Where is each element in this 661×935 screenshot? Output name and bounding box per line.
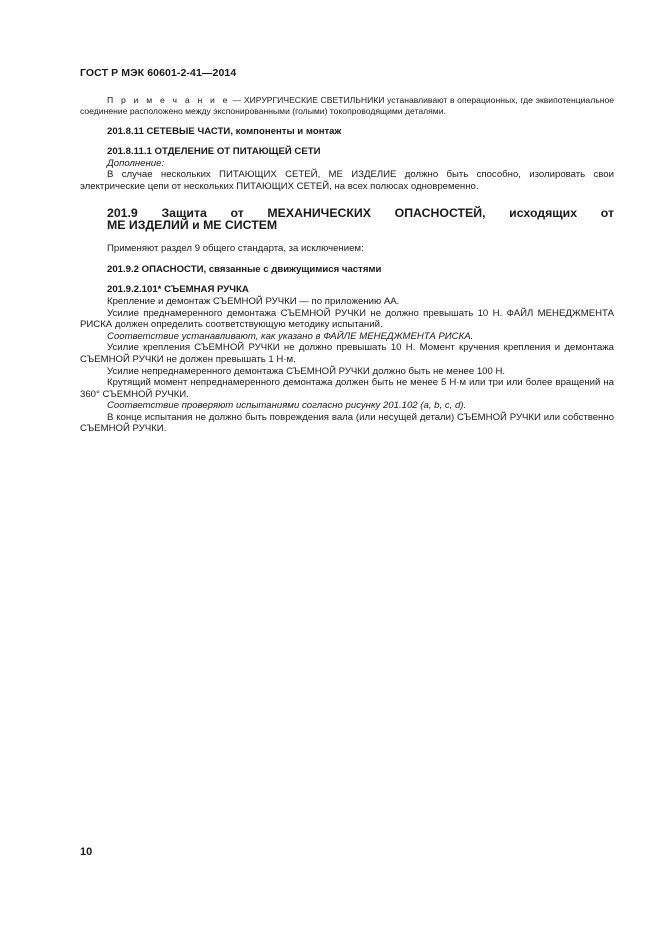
note-paragraph [80,95,614,117]
heading-201-9-2: 201.9.2 ОПАСНОСТИ, связанные с движущимися частями [107,263,382,275]
heading-201-8-11: 201.8.11 СЕТЕВЫЕ ЧАСТИ, компоненты и монтаж [107,125,342,137]
document-header: ГОСТ Р МЭК 60601-2-41—2014 [80,67,237,79]
note-text: — ХИРУРГИЧЕСКИЕ СВЕТИЛЬНИКИ устанавливают в операционных, где эквипотенциальное соединение расположено между экспонированными (голыми) токопроводящими деталями. [80,95,615,116]
paragraph-3-compliance: Соответствие устанавливают, как указано в ФАЙЛЕ МЕНЕДЖМЕНТА РИСКА. [107,330,474,342]
heading-201-8-11-1: 201.8.11.1 ОТДЕЛЕНИЕ ОТ ПИТАЮЩЕЙ СЕТИ [107,146,321,158]
paragraph-2: Усилие преднамеренного демонтажа СЪЕМНОЙ РУЧКИ не должно превышать 10 Н. ФАЙЛ МЕНЕДЖМЕНТА РИСКА должен определить соответствующую методику испытаний. [80,307,614,331]
heading-201-9-line1: 201.9 Защита от МЕХАНИЧЕСКИХ ОПАСНОСТЕЙ, исходящих от [107,205,614,220]
paragraph-201-9-intro: Применяют раздел 9 общего стандарта, за исключением: [107,243,364,255]
paragraph-6: Крутящий момент непреднамеренного демонтажа должен быть не менее 5 Н·м или три или более вращений на 360° СЪЕМНОЙ РУЧКИ. [80,377,614,400]
paragraph-5: Усилие непреднамеренного демонтажа СЪЕМНОЙ РУЧКИ должно быть не менее 100 Н. [107,365,506,377]
paragraph-201-8-11-1: В случае нескольких ПИТАЮЩИХ СЕТЕЙ, МЕ ИЗДЕЛИЕ должно быть способно, изолировать свои электрические цепи от нескольких ПИТАЮЩИХ СЕТЕЙ, на всех полюсах одновременно. [80,169,614,192]
paragraph-7-compliance: Соответствие проверяют испытаниями согласно рисунку 201.102 (a, b, c, d). [107,400,467,412]
addition-label: Дополнение: [107,157,165,169]
document-body [80,95,614,435]
heading-201-9-line2: МЕ ИЗДЕЛИЙ и МЕ СИСТЕМ [107,218,278,233]
paragraph-4: Усилие крепления СЪЕМНОЙ РУЧКИ не должно превышать 10 Н. Момент кручения крепления и демонтажа СЪЕМНОЙ РУЧКИ не должен превышать 1 Н·м. [80,342,614,365]
page-number: 10 [80,846,93,858]
note-label: П р и м е ч а н и е [107,95,231,105]
paragraph-8: В конце испытания не должно быть повреждения вала (или несущей детали) СЪЕМНОЙ РУЧКИ или собственно СЪЕМНОЙ РУЧКИ. [80,411,614,435]
paragraph-1: Крепление и демонтаж СЪЕМНОЙ РУЧКИ — по приложению АА. [107,295,400,307]
heading-201-9-2-101: 201.9.2.101* СЪЕМНАЯ РУЧКА [107,284,249,296]
